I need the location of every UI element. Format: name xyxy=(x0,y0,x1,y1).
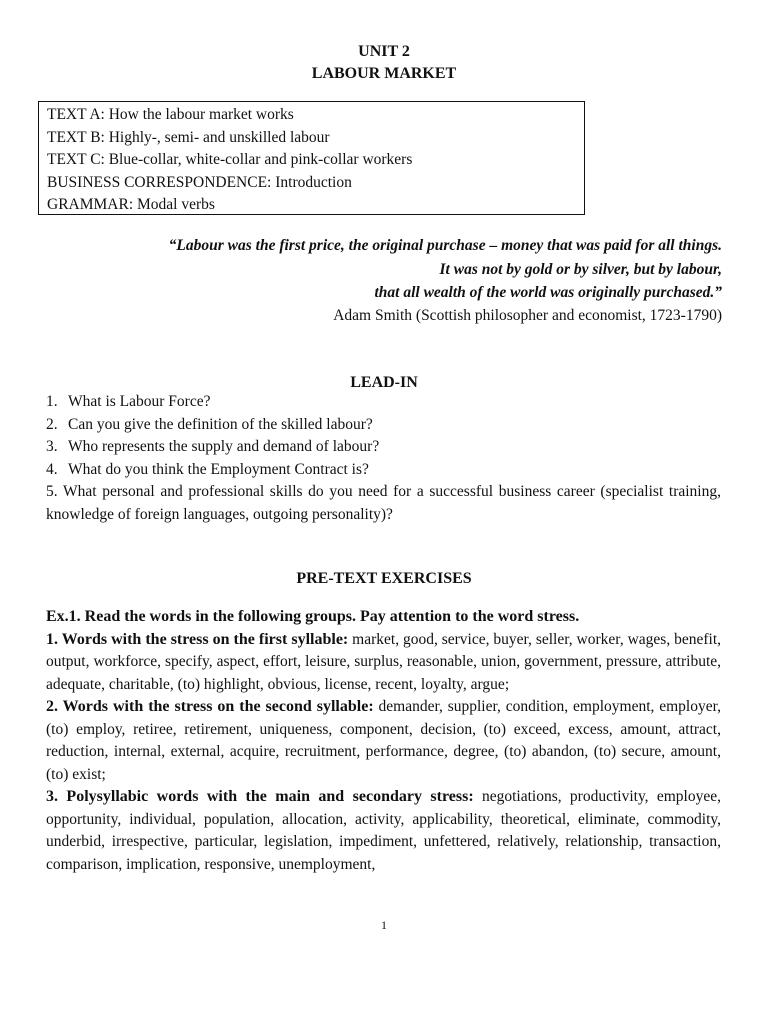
question-number: 4. xyxy=(46,460,58,478)
question-number: 2. xyxy=(46,415,58,433)
exercise-1 xyxy=(46,606,721,876)
question-text: Can you give the definition of the skilled labour? xyxy=(68,415,373,433)
question-text: Who represents the supply and demand of labour? xyxy=(68,438,380,455)
leadin-question xyxy=(46,459,721,482)
pretext-heading: PRE-TEXT EXERCISES xyxy=(296,570,472,587)
word-group xyxy=(46,629,721,697)
contents-item: BUSINESS CORRESPONDENCE: Introduction xyxy=(47,173,352,191)
question-text: What do you think the Employment Contract is? xyxy=(68,460,369,478)
question-number: 5. xyxy=(46,483,58,500)
leadin-heading: LEAD-IN xyxy=(350,374,418,391)
question-text: What personal and professional skills do you need for a successful business career (specialist training, knowledge of foreign languages, outgoing personality)? xyxy=(46,483,721,523)
word-group xyxy=(46,786,721,876)
quote-line: that all wealth of the world was originally purchased.” xyxy=(374,284,722,301)
contents-item: GRAMMAR: Modal verbs xyxy=(47,196,215,214)
leadin-question-list xyxy=(46,391,721,526)
leadin-question xyxy=(46,414,721,437)
contents-item: TEXT A: How the labour market works xyxy=(47,106,294,123)
word-group-words: negotiations, productivity, employee, opportunity, individual, population, allocation, activity, applicability, theoretical, eliminate, commodity, underbid, irrespective, particular, legislation, impediment, unfettered, relatively, relationship, transaction, comparison, implication, responsive, unemployment, xyxy=(46,788,721,873)
question-number: 1. xyxy=(46,393,58,410)
word-group xyxy=(46,696,721,786)
page-number: 1 xyxy=(381,918,387,932)
leadin-question xyxy=(46,481,721,526)
quote-line: “Labour was the first price, the original purchase – money that was paid for all things. xyxy=(168,237,722,254)
leadin-question xyxy=(46,391,721,414)
word-group-words: market, good, service, buyer, seller, worker, wages, benefit, output, workforce, specify, aspect, effort, leisure, surplus, reasonable, union, government, pressure, attribute, adequate, charitable, (to) highlight, obvious, license, recent, loyalty, argue; xyxy=(46,630,722,693)
contents-item: TEXT C: Blue-collar, white-collar and pink-collar workers xyxy=(47,151,413,169)
question-number: 3. xyxy=(46,438,58,455)
quote-line: It was not by gold or by silver, but by labour, xyxy=(439,261,722,278)
unit-contents-box xyxy=(38,101,585,215)
word-group-words: demander, supplier, condition, employment, employer, (to) employ, retiree, retirement, uniqueness, component, decision, (to) exceed, excess, amount, attract, reduction, internal, external, acquire, recruitment, performance, degree, (to) abandon, (to) secure, amount, (to) exist; xyxy=(46,698,722,783)
exercise-title: Ex.1. Read the words in the following groups. Pay attention to the word stress. xyxy=(46,608,580,625)
question-text: What is Labour Force? xyxy=(68,393,211,410)
word-group-label: 3. Polysyllabic words with the main and secondary stress: xyxy=(46,788,474,805)
word-group-label: 1. Words with the stress on the first syllable: xyxy=(46,630,349,648)
contents-item: TEXT B: Highly-, semi- and unskilled labour xyxy=(47,128,330,146)
leadin-question xyxy=(46,436,721,459)
unit-number: UNIT 2 xyxy=(358,43,410,60)
quote-attribution: Adam Smith (Scottish philosopher and economist, 1723-1790) xyxy=(333,307,722,324)
word-group-label: 2. Words with the stress on the second syllable: xyxy=(46,698,374,715)
unit-title: LABOUR MARKET xyxy=(311,65,457,82)
